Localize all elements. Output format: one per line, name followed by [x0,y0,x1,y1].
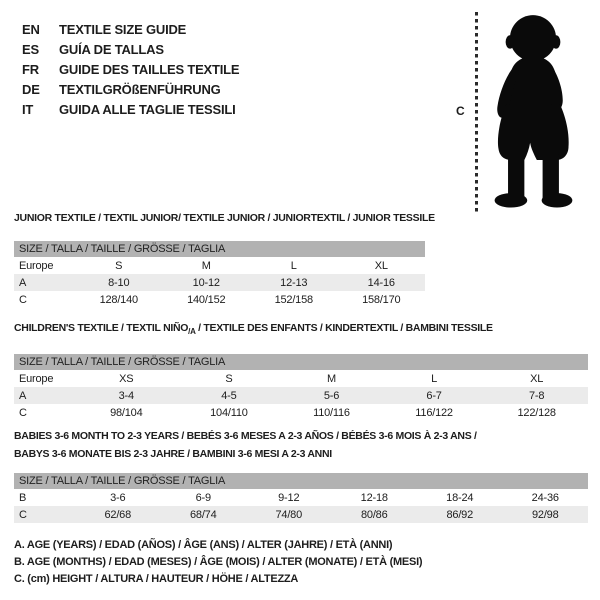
language-label: GUIDA ALLE TAGLIE TESSILI [59,102,236,117]
table-row-age-months [14,489,588,506]
size-header-bar: SIZE / TALLA / TAILLE / GRÖSSE / TAGLIA [14,354,588,370]
age-cell: 4-5 [221,389,237,402]
size-cell: M [201,259,211,272]
age-cell: 9-12 [278,491,300,504]
age-cell: 8-10 [108,276,130,289]
table-title [14,322,588,338]
children-textile-table [14,322,588,421]
height-cell: 68/74 [189,508,217,521]
age-cell: 12-18 [360,491,388,504]
row-label: C [19,293,27,306]
size-cell: L [431,372,438,385]
language-item-en [22,20,239,40]
row-label: C [19,508,27,521]
size-cell: L [290,259,297,272]
table-row-europe [14,257,425,274]
language-code: IT [22,102,34,117]
height-dashed-line [475,12,478,213]
table-row-height [14,291,425,308]
table-row-age [14,387,588,404]
height-cell: 110/116 [313,406,350,419]
table-title-subscript: /A [188,327,196,337]
age-cell: 7-8 [529,389,545,402]
height-cell: 116/122 [415,406,453,419]
age-cell: 3-6 [110,491,126,504]
height-cell: 128/140 [99,293,138,306]
table-title: JUNIOR TEXTILE / TEXTIL JUNIOR/ TEXTILE JUNIOR / JUNIORTEXTIL / JUNIOR TESSILE [14,212,435,224]
footnote-height: C. (cm) HEIGHT / ALTURA / HAUTEUR / HÖHE / ALTEZZA [14,573,299,585]
language-item-it [22,100,239,120]
size-header-bar: SIZE / TALLA / TAILLE / GRÖSSE / TAGLIA [14,473,588,489]
table-row-height [14,506,588,523]
language-item-fr [22,60,239,80]
height-figure [450,8,598,220]
height-cell: 92/98 [531,508,559,521]
size-cell: S [115,259,123,272]
table-title-part: / TEXTILE DES ENFANTS / KINDERTEXTIL / BAMBINI TESSILE [195,322,493,334]
height-cell: 104/110 [210,406,248,419]
height-cell: 80/86 [360,508,388,521]
height-cell: 74/80 [275,508,303,521]
height-measure-label: C [456,104,465,118]
size-cell: XS [119,372,134,385]
junior-textile-table [14,212,435,308]
size-header-bar: SIZE / TALLA / TAILLE / GRÖSSE / TAGLIA [14,241,425,257]
language-item-es [22,40,239,60]
height-cell: 152/158 [274,293,313,306]
footnote-age-months: B. AGE (MONTHS) / EDAD (MESES) / ÂGE (MOIS) / ALTER (MONATE) / ETÀ (MESI) [14,556,423,568]
size-cell: M [327,372,336,385]
language-code: DE [22,82,40,97]
footnote-age-years: A. AGE (YEARS) / EDAD (AÑOS) / ÂGE (ANS) / ALTER (JAHRE) / ETÀ (ANNI) [14,539,393,551]
height-cell: 122/128 [517,406,556,419]
row-label: B [19,491,27,504]
table-title-line1: BABIES 3-6 MONTH TO 2-3 YEARS / BEBÉS 3-6 MESES A 2-3 AÑOS / BÉBÉS 3-6 MOIS À 2-3 ANS / [14,430,477,442]
language-list [22,20,239,120]
height-cell: 158/170 [362,293,401,306]
table-title-line2: BABYS 3-6 MONATE BIS 2-3 JAHRE / BAMBINI 3-6 MESI A 2-3 ANNI [14,448,332,460]
language-code: ES [22,42,39,57]
row-label: C [19,406,27,419]
age-cell: 3-4 [118,389,134,402]
language-code: FR [22,62,39,77]
table-row-europe [14,370,588,387]
age-cell: 18-24 [446,491,474,504]
row-label: A [19,276,27,289]
footnotes [14,537,422,588]
language-label: TEXTILGRÖßENFÜHRUNG [59,82,221,97]
table-title-part: CHILDREN'S TEXTILE / TEXTIL NIÑO [14,322,189,334]
height-cell: 140/152 [187,293,226,306]
age-cell: 6-7 [426,389,442,402]
row-label: Europe [19,259,54,272]
row-label: Europe [19,372,54,385]
language-code: EN [22,22,40,37]
size-cell: S [225,372,233,385]
language-label: GUIDE DES TAILLES TEXTILE [59,62,240,77]
height-cell: 86/92 [446,508,474,521]
age-cell: 10-12 [192,276,220,289]
table-row-age [14,274,425,291]
language-item-de [22,80,239,100]
age-cell: 5-6 [323,389,340,402]
language-label: GUÍA DE TALLAS [59,42,164,57]
age-cell: 14-16 [367,276,395,289]
size-cell: XL [374,259,388,272]
size-cell: XL [530,372,544,385]
toddler-silhouette-icon [485,10,581,216]
table-title [14,427,588,463]
language-label: TEXTILE SIZE GUIDE [59,22,187,37]
age-cell: 12-13 [280,276,308,289]
height-cell: 62/68 [104,508,132,521]
babies-textile-table [14,427,588,523]
age-cell: 24-36 [531,491,559,504]
table-row-height [14,404,588,421]
height-cell: 98/104 [110,406,143,419]
age-cell: 6-9 [195,491,211,504]
row-label: A [19,389,27,402]
